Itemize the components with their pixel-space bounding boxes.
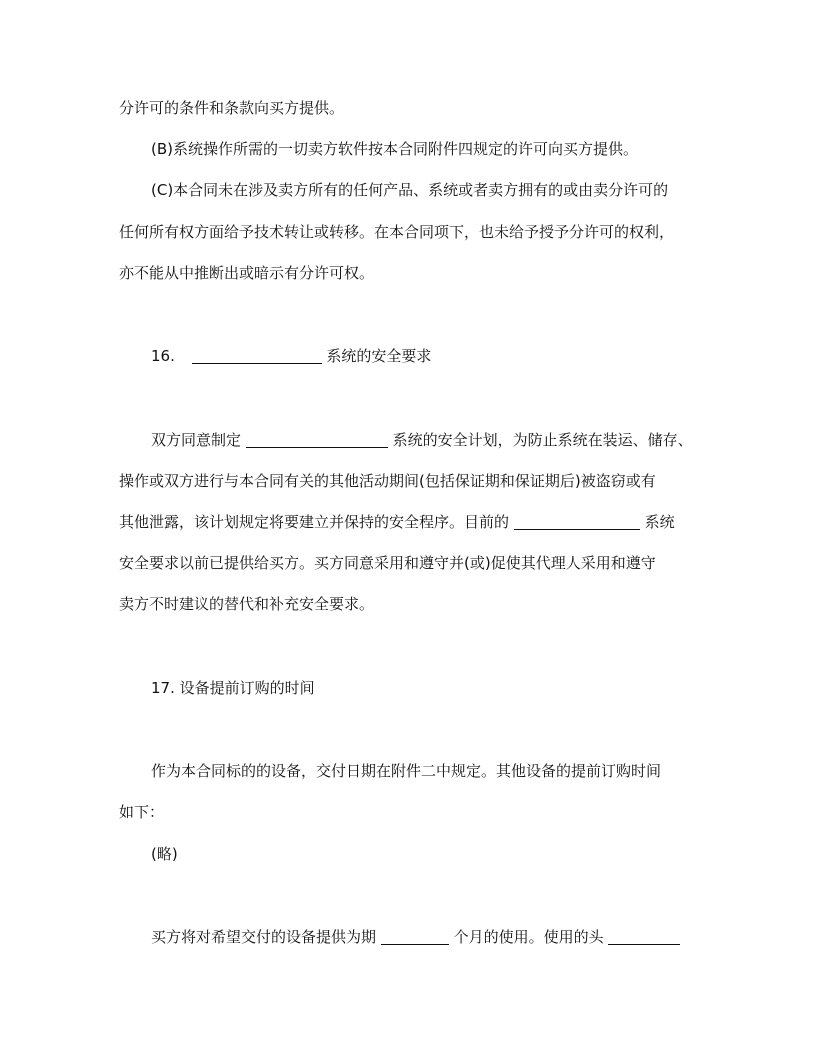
text-line: 安全要求以前已提供给买方。买方同意采用和遵守并(或)促使其代理人采用和遵守 [119, 554, 656, 572]
fill-in-blank[interactable] [192, 347, 322, 364]
text-segment: 系统的安全计划，为防止系统在装运、储存、 [392, 431, 693, 449]
text-line: 亦不能从中推断出或暗示有分许可权。 [119, 264, 375, 282]
section-16-heading [151, 346, 431, 366]
text-line: 操作或双方进行与本合同有关的其他活动期间(包括保证期和保证期后)被盗窃或有 [119, 472, 656, 490]
fill-in-blank[interactable] [381, 928, 449, 945]
text-line: 分许可的条件和条款向买方提供。 [119, 99, 345, 117]
text-line: 任何所有权方面给予技术转让或转移。在本合同项下，也未给予授予分许可的权利， [119, 223, 675, 241]
fill-in-blank[interactable] [514, 513, 640, 530]
text-segment: 个月的使用。使用的头 [453, 928, 604, 946]
section-17-heading: 17. 设备提前订购的时间 [151, 679, 315, 697]
text-line: 卖方不时建议的替代和补充安全要求。 [119, 595, 375, 613]
text-line [119, 512, 675, 532]
section-title: 系统的安全要求 [326, 347, 432, 365]
text-segment: 其他泄露，该计划规定将要建立并保持的安全程序。目前的 [119, 513, 510, 531]
text-segment: 买方将对希望交付的设备提供为期 [151, 928, 377, 946]
text-line: (B)系统操作所需的一切卖方软件按本合同附件四规定的许可向买方提供。 [151, 140, 638, 158]
text-line [151, 430, 693, 450]
section-number: 16. [151, 347, 175, 365]
text-line: 如下： [119, 803, 165, 821]
fill-in-blank[interactable] [246, 431, 388, 448]
text-segment: 系统 [644, 513, 675, 531]
text-line: (略) [151, 845, 178, 863]
text-line [151, 927, 680, 947]
text-segment: 双方同意制定 [151, 431, 242, 449]
text-line: 作为本合同标的的设备，交付日期在附件二中规定。其他设备的提前订购时间 [151, 762, 662, 780]
fill-in-blank[interactable] [608, 928, 680, 945]
text-line: (C)本合同未在涉及卖方所有的任何产品、系统或者卖方拥有的或由卖分许可的 [151, 181, 669, 199]
